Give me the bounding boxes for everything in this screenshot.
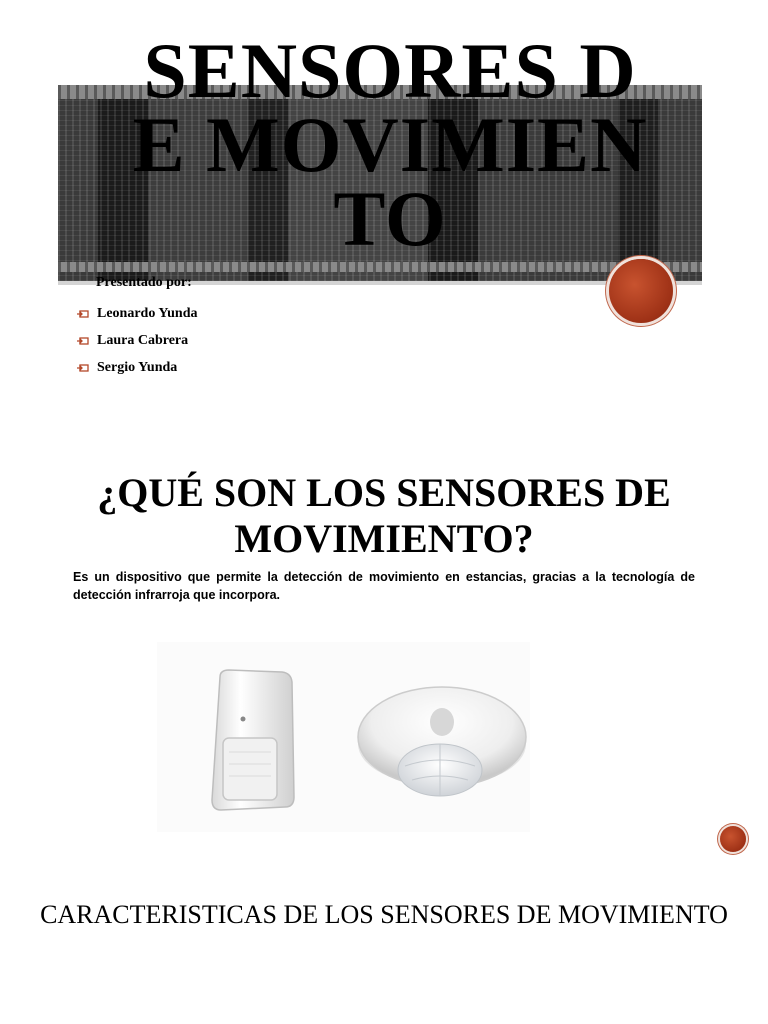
decorative-circle [720,826,746,852]
presenter-name: Leonardo Yunda [97,305,198,321]
arrow-bullet-icon [76,363,89,373]
list-item [76,327,198,354]
section-heading: ¿QUÉ SON LOS SENSORES DE MOVIMIENTO? [97,470,671,561]
presenter-name: Laura Cabrera [97,332,189,348]
presenter-name: Sergio Yunda [97,359,178,375]
section-heading: CARACTERISTICAS DE LOS SENSORES DE MOVIMIENTO [40,900,728,929]
banner-bottom-strip [58,262,702,272]
arrow-bullet-icon [76,309,89,319]
arrow-bullet-icon [76,336,89,346]
wall-sensor-icon [212,670,294,810]
presenter-label: Presentado por: [96,275,192,290]
list-item [76,354,198,381]
presenter-list [76,300,198,381]
section-body: Es un dispositivo que permite la detección de movimiento en estancias, gracias a la tecnología de detección infrarroja que incorpora. [73,570,695,602]
page-title: SENSORES DE MOVIMIENTO [132,27,648,262]
sensor-image [157,642,530,832]
list-item [76,300,198,327]
decorative-circle [609,259,673,323]
ceiling-sensor-icon [358,687,526,796]
